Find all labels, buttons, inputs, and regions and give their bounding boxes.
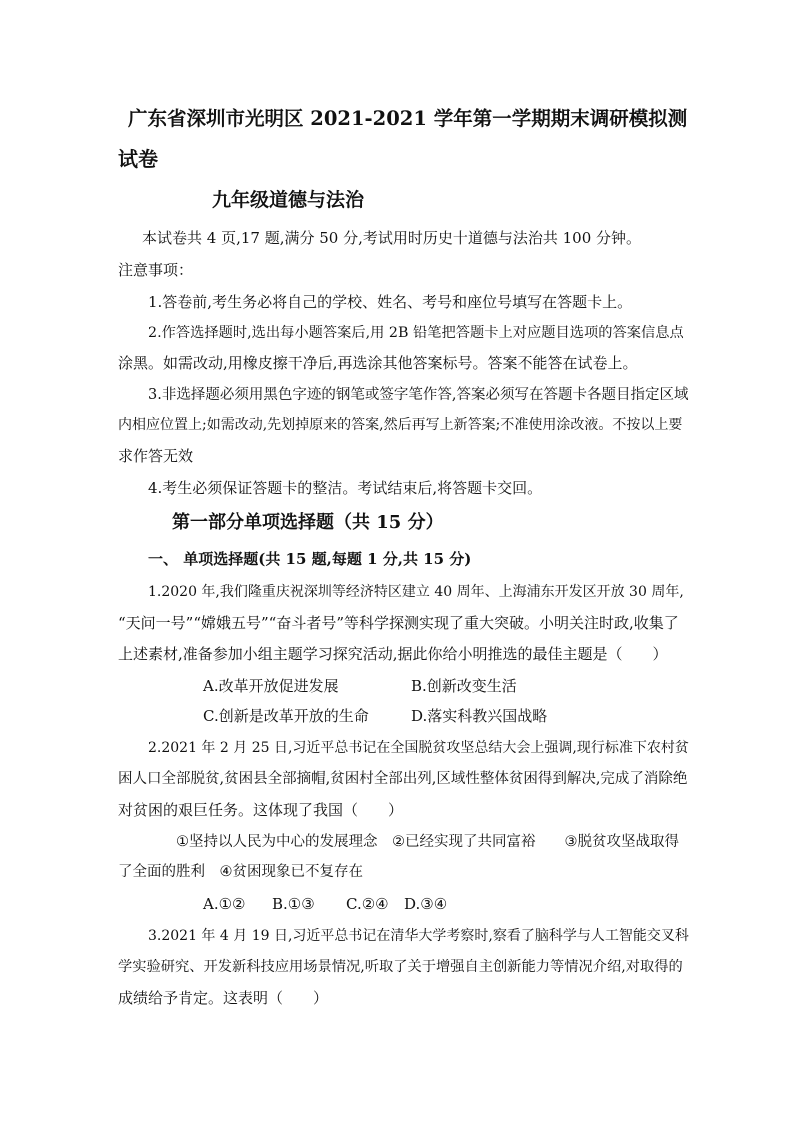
q2-line-1: 2.2021 年 2 月 25 日,习近平总书记在全国脱贫攻坚总结大会上强调,现行标准下农村贫 [148, 740, 689, 756]
note-3-line-2: 内相应位置上;如需改动,先划掉原来的答案,然后再写上新答案;不准使用涂改液。不按以上要 [118, 417, 683, 433]
note-3-line-3: 求作答无效 [118, 447, 194, 465]
q2-statements-line-1: ①坚持以人民为中心的发展理念 ②已经实现了共同富裕 ③脱贫攻坚战取得 [176, 834, 679, 850]
intro-text: 本试卷共 4 页,17 题,满分 50 分,考试用时历史十道德与法治共 100 分钟。 [142, 229, 642, 247]
note-2-line-2: 涂黑。如需改动,用橡皮擦干净后,再选涂其他答案标号。答案不能答在试卷上。 [118, 354, 638, 372]
q1-line-2: “天问一号”“嫦娥五号”“奋斗者号”等科学探测实现了重大突破。小明关注时政,收集了 [118, 614, 679, 632]
notes-heading: 注意事项： [118, 261, 194, 279]
q2-option-d: D.③④ [404, 895, 448, 913]
q1-line-3: 上述素材,准备参加小组主题学习探究活动,据此你给小明推选的最佳主题是（ ） [118, 645, 668, 663]
q2-statements-line-2: 了全面的胜利 ④贫困现象已不复存在 [118, 864, 363, 880]
note-2-line-1: 2.作答选择题时,选出每小题答案后,用 2B 铅笔把答题卡上对应题目选项的答案信息点 [148, 325, 684, 341]
note-4: 4.考生必须保证答题卡的整洁。考试结束后,将答题卡交回。 [148, 479, 543, 497]
subtitle: 九年级道德与法治 [212, 189, 365, 211]
q1-option-a: A.改革开放促进发展 [203, 677, 339, 695]
q1-option-b: B.创新改变生活 [411, 677, 517, 695]
title-line-2: 试卷 [118, 147, 158, 171]
q3-line-1: 3.2021 年 4 月 19 日,习近平总书记在清华大学考察时,察看了脑科学与人工智能交叉科 [148, 928, 689, 944]
part-1-heading: 第一部分单项选择题（共 15 分） [172, 512, 444, 533]
q2-option-c: C.②④ [346, 895, 389, 913]
q1-option-d: D.落实科教兴国战略 [411, 707, 548, 725]
q3-line-2: 学实验研究、开发新科技应用场景情况,听取了关于增强自主创新能力等情况介绍,对取得的 [118, 959, 683, 975]
part-1-subheading: 一、 单项选择题(共 15 题,每题 1 分,共 15 分) [148, 550, 472, 568]
q2-line-3: 对贫困的艰巨任务。这体现了我国（ ） [118, 801, 404, 819]
q1-line-1: 1.2020 年,我们隆重庆祝深圳等经济特区建立 40 周年、上海浦东开发区开放 30 周年, [148, 584, 684, 600]
q2-option-a: A.①② [203, 895, 246, 913]
q3-line-3: 成绩给予肯定。这表明（ ） [118, 989, 329, 1007]
note-1: 1.答卷前,考生务必将自己的学校、姓名、考号和座位号填写在答题卡上。 [148, 293, 633, 311]
q2-option-b: B.①③ [272, 895, 315, 913]
note-3-line-1: 3.非选择题必须用黑色字迹的钢笔或签字笔作答,答案必须写在答题卡各题目指定区域 [148, 387, 689, 403]
q2-line-2: 困人口全部脱贫,贫困县全部摘帽,贫困村全部出列,区域性整体贫困得到解决,完成了消除绝 [118, 771, 688, 787]
title-line-1: 广东省深圳市光明区 2021-2021 学年第一学期期末调研模拟测 [128, 107, 688, 130]
q1-option-c: C.创新是改革开放的生命 [203, 707, 369, 725]
